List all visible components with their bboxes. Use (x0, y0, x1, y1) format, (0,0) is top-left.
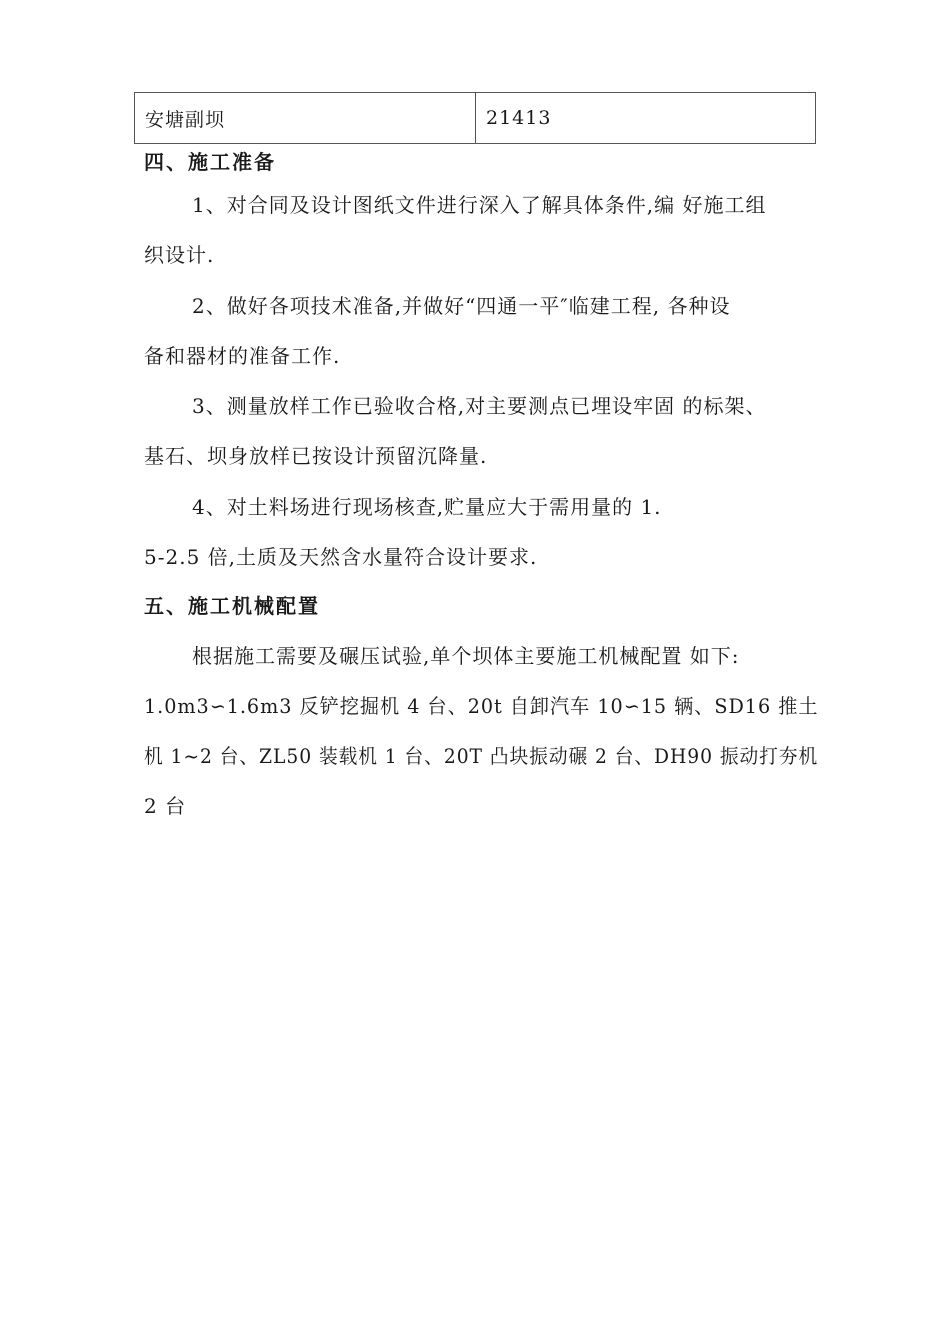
table-cell-value: 21413 (476, 93, 816, 144)
section-heading-machinery: 五、施工机械配置 (144, 594, 320, 618)
table-row (135, 93, 816, 144)
paragraph-line: 5-2.5 倍,土质及天然含水量符合设计要求. (144, 545, 538, 569)
paragraph-line: 4、对土料场进行现场核查,贮量应大于需用量的 1. (192, 495, 662, 519)
paragraph-line: 根据施工需要及碾压试验,单个坝体主要施工机械配置 如下: (192, 644, 740, 668)
table-cell-name: 安塘副坝 (135, 93, 476, 144)
paragraph-line: 2 台 (144, 794, 187, 818)
paragraph-line: 基石、坝身放样已按设计预留沉降量. (144, 444, 488, 468)
paragraph-line: 1.0m3∽1.6m3 反铲挖掘机 4 台、20t 自卸汽车 10∽15 辆、SD16 推土 (144, 694, 819, 718)
paragraph-line: 2、做好各项技术准备,并做好“四通一平″临建工程, 各种设 (192, 294, 731, 318)
paragraph-line: 3、测量放样工作已验收合格,对主要测点已埋设牢固 的标架、 (192, 394, 767, 418)
paragraph-line: 织设计. (144, 243, 215, 267)
section-heading-preparation: 四、施工准备 (144, 150, 276, 174)
reservoir-table (134, 92, 816, 144)
paragraph-line: 机 1~2 台、ZL50 装载机 1 台、20T 凸块振动碾 2 台、DH90 振动打夯机 (144, 744, 819, 768)
paragraph-line: 1、对合同及设计图纸文件进行深入了解具体条件,编 好施工组 (192, 193, 767, 217)
paragraph-line: 备和器材的准备工作. (144, 344, 341, 368)
